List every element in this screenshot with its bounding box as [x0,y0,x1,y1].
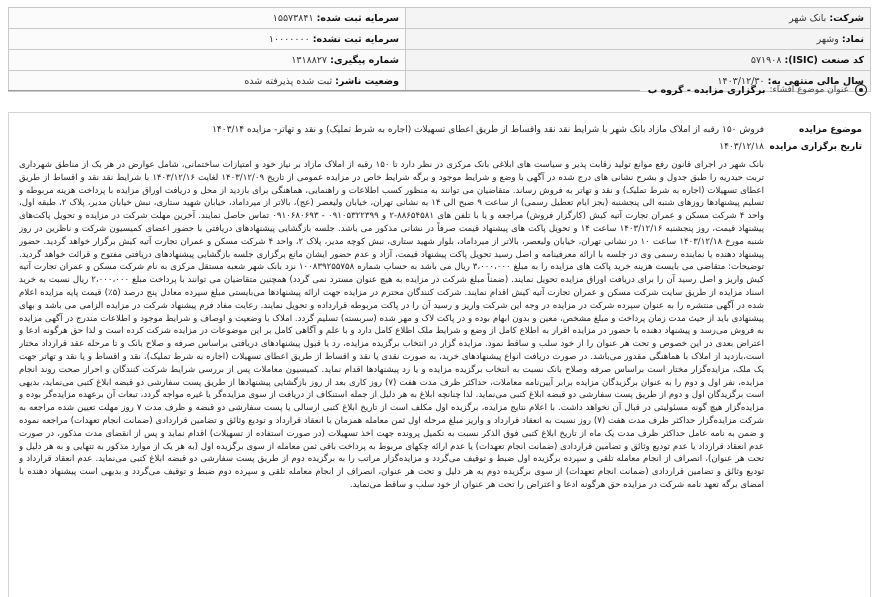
publisher-status-value: ثبت شده پذیرفته شده [244,75,333,87]
auction-subject-label: موضوع مزایده [799,125,862,135]
company-cell [406,8,871,29]
info-row [9,29,871,50]
isic-label: کد صنعت (ISIC): [784,54,864,66]
auction-date-value: ۱۴۰۳/۱۲/۱۸ [719,142,764,152]
fiscal-year-value: ۱۴۰۳/۱۲/۳۰ [717,75,765,87]
unregistered-capital-value: ۱۰۰۰۰۰۰۰ [268,33,310,45]
tracking-number-label: شماره پیگیری: [330,54,399,66]
isic-value: ۵۷۱۹۰۸ [750,54,782,66]
auction-subject-value: فروش ۱۵۰ رقبه از املاک مازاد بانک شهر با شرایط نقد نقد واقساط از طریق اعطای تسهیلات (اجاره به شرط تملیک) و نقد و تهاتر- مزایده ۱۴۰۳/۱۴ [212,125,764,135]
info-row [9,50,871,71]
symbol-value: وشهر [816,33,839,45]
auction-date-label: تاریخ برگزاری مزایده [769,142,862,152]
registered-capital-label: سرمایه ثبت شده: [316,12,399,24]
bullet-circle-icon [855,84,867,96]
auction-subject-row [9,125,870,139]
symbol-label: نماد: [841,33,864,45]
symbol-cell [406,29,871,50]
company-info-table [8,7,871,92]
fiscal-year-label: سال مالی منتهی به: [767,75,864,87]
publisher-status-label: وضعیت ناشر: [335,75,399,87]
unregistered-capital-label: سرمایه ثبت نشده: [312,33,399,45]
auction-description-text: بانک شهر در اجرای قانون رفع موانع تولید رقابت پذیر و سیاست های ابلاغی بانک مرکزی در نظر دارد تا ۱۵۰ رقبه از املاک مازاد بر نیاز خود و امتیازات ساختمانی، شامل عوارض در هر یک از مناطق شهرداری تربت حیدریه را طبق جدول و بشرح نشانی های درج شده در آگهی با وضع و شرایط موجود و برگه شرایط خاص در مزایده عمومی از تاریخ ۱۴۰۳/۱۲/۰۹ لغایت ۱۴۰۳/۱۲/۱۶ با شرایط نقد نقد و اقساط از طریق اعطای تسهیلات (اجاره به شرط تملیک) و نقد و تهاتر به فروش رساند. متقاضیان می توانند به منظور کسب اطلاعات و راهنمایی، هماهنگی برای بازدید از محل و دریافت اوراق مزایده با پرداخت هزینه مربوطه و تسلیم پیشنهادها روزهای شنبه الی پنجشنبه (بجز ایام تعطیل رسمی) از ساعت ۹ صبح الی ۱۴ به نشانی تهران، خیابان ولیعصر (عج)، بالاتر از میرداماد، خیابان شهید ستاری، نبش خیابان مدیر، پلاک ۲، طبقه اول، واحد ۴ شرکت مسکن و عمران تجارت آتیه کیش (کارگزار فروش) مراجعه و یا با تلفن های ۸۸۶۵۴۵۸۱-۲ و ۰۹۱۰۵۳۲۲۳۹۹ - ۰۹۱۰۶۸۰۶۹۳ تماس حاصل نمایند. آخرین مهلت شرکت در مزایده و تحویل پاکت‌های پیشنهاد قیمت، روز پنجشنبه ۱۴۰۳/۱۲/۱۶ ساعت ۱۴ و تحویل پاکت های پیشنهاد قیمت صرفاً در نشانی مذکور می باشد. جلسه بازگشایی پیشنهادهای دریافتی با حضور اعضای کمیسیون شرکت و ناظرین در روز شنبه مورخ ۱۴۰۳/۱۲/۱۸ ساعت ۱۰ در نشانی تهران، خیابان ولیعصر، بالاتر از میرداماد، بلوار شهید ستاری، نبش کوچه مدیر، پلاک ۲، واحد ۴ شرکت مسکن و عمران تجارت آتیه کیش برگزار خواهد گردید. حضور پیشنهاد دهنده یا نماینده رسمی وی در جلسه با ارائه معرفینامه و اصل رسید تحویل پاکت پیشنهاد قیمت، آزاد و عدم حضور ایشان مانع برگزاری جلسه بازگشایی پیشنهادهای دریافتی مفتوح و قرائت خواهد گردید. توضیحات: متقاضی می بایست هزینه خرید پاکت های مزایده را به مبلغ ۳،۰۰۰،۰۰۰ ریال می باشد به حساب شماره ۱۰۰۸۳۹۲۵۵۷۵۸ نزد بانک شهر شعبه مستقل مرکزی به نام شرکت مسکن و عمران تجارت آتیه کیش واریز و اصل رسید آن را برای دریافت اوراق مزایده تحویل نمایند. (ضمناً مبلغ شرکت در مزایده به هیچ عنوان مسترد نمی گردد) همچنین متقاضیان می توانند با پرداخت مبلغ ۲،۰۰۰،۰۰۰ ریال نسبت به خرید اسناد مزایده از طریق سایت شرکت مسکن و عمران تجارت آتیه کیش اقدام نمایند. شرکت کنندگان محترم در مزایده جهت ارائه پیشنهادها می‌بایستی مبلغ سپرده معادل پنج درصد (۵٪) قیمت پایه مزایده اعلام شده در آگهی منتشره را به عنوان سپرده شرکت در مزایده در وجه این شرکت واریز و رسید آن را در پاکت مربوطه قرارداده و تحویل نمایند. رعایت مفاد فرم پیشنهاد شرکت در مزایده الزامی می باشد و بهای پیشنهادی باید از حیث مدت زمان پرداخت و مبلغ مشخص، معین و بدون ابهام بوده و در پاکت لاک و مهر شده (سربسته) تسلیم گردد. املاک با وضعیت و اوصاف و شرایط موجود و اطلاعات مندرج در آگهی مزایده به فروش می‌رسد و پیشنهاد دهنده با حضور در مزایده اقرار به اطلاع کامل از وضع و شرایط ملک اطلاع کامل دارد و با علم و آگاهی کامل بر این موضوعات در مزایده شرکت کرده است و لذا حق هرگونه ادعا و اعتراض بعدی در این خصوص و تحت هر عنوان را از خود سلب و ساقط نمود. مزایده گزار در انتخاب برگزیده مزایده، رد یا قبول پیشنهادهای دریافتی براساس صرفه و صلاح بانک و تا مرحله عقد قرارداد مختار است،بازدید از املاک با هماهنگی مقدور می‌باشد. در صورت دریافت انواع پیشنهادهای خرید، به صورت نقدی یا نقد و اقساط از طریق اعطای تسهیلات (اجاره به شرط تملیک)، نقد و اقساط و یا نقد و تهاتر جهت یک ملک، مزایده‌گزار مختار است براساس صرفه وصلاح بانک نسبت به انتخاب برگزیده مزایده و یا رد پیشنهادها اقدام نماید. کمیسیون معاملات پس از بررسی شرایط شرکت کنندگان و احراز صحت روند انجام مزایده، نفر اول و دوم را به عنوان برگزیدگان مزایده برابر آیین‌نامه معاملات، حداکثر ظرف مدت هفت (۷) روز کاری بعد از روز بازگشایی پیشنهادها از طریق پست سفارشی دو قبضه ابلاغ کتبی می‌نماید، بدیهی است برگزیدگان اول و دوم از طریق پست سفارشی دو قبضه ابلاغ کتبی می‌نماید. لذا چنانچه ابلاغ به هر دلیل از جمله استنکاف از دریافت از سوی مزایده‌گر یا غیره مواجه گردد، تبعات آن برعهده مزایده‌گر بوده و مزایده‌گزار هیچ گونه مسئولیتی در قبال آن نخواهد داشت. با اعلام نتایج مزایده، برگزیده اول مکلف است از تاریخ ابلاغ کتبی ارسالی یا پست سفارشی دو قبضه و ظرف مدت ۷ روز مهلت تعیین شده مراجعه به شرکت مزایده‌گزار حداکثر ظرف مدت هفت (۷) روز نسبت به انعقاد قرارداد و واریز مبلغ مرحله اول ثمن معامله همزمان با انعقاد قرارداد و تودیع وثائق و تضامین قراردادی (ضمانت انجام تعهدات) مراجعه نموده و ضمن به نامه عامل حداکثر ظرف مدت یک ماه از تاریخ ابلاغ کتبی فوق الذکر نسبت به تکمیل پرونده جهت اخذ تسهیلات (در صورت استفاده از تسهیلات) اقدام نماید و پس از انقضای مدت مذکور، در صورت عدم انعقاد قرارداد یا عدم تودیع وثائق و تضامین قراردادی (ضمانت انجام تعهدات) یا عدم ارائه چکهای مربوط به پرداخت باقی ثمن معامله از سوی برگزیده اول (به هر یک از موارد مذکور به تنهایی و به هر دلیل و تحت هر عنوان)، انصراف از انجام معامله تلقی و سپرده برگزیده اول ضبط و توقیف می‌گردد و مزایده‌گزار مراتب را به برگزیده دوم از طریق پست سفارشی دو قبضه ابلاغ کتبی می‌نماید. عدم انعقاد قرارداد و تودیع وثائق و تضامین قراردادی (ضمانت انجام تعهدات) از سوی برگزیده دوم به هر دلیل و تحت هر عنوان، انصراف از انجام معامله تلقی و سپرده دوم ضبط و توقیف می‌گردد و بدیهی است پیشنهاد دهنده با امضای برگه تعهد نامه شرکت در مزایده حق هرگونه ادعا و اعتراض را تحت هر عنوان از خود سلب و ساقط می‌نماید. [19,160,764,490]
disclosure-title-bar [8,81,871,99]
title-divider [8,90,640,91]
auction-date-row [9,142,870,156]
info-row [9,8,871,29]
auction-content-panel [8,112,871,597]
company-label: شرکت: [829,12,864,24]
disclosure-subject-value: برگزاری مزایده - گروه ب [647,84,766,96]
registered-capital-cell [9,8,406,29]
tracking-number-cell [9,50,406,71]
company-value: بانک شهر [789,12,827,24]
unregistered-capital-cell [9,29,406,50]
registered-capital-value: ۱۵۵۷۳۸۴۱ [272,12,314,24]
auction-description [19,159,764,597]
disclosure-subject-label: عنوان موضوع افشاء: [769,85,849,95]
tracking-number-value: ۱۳۱۸۸۲۷ [291,54,328,66]
isic-cell [406,50,871,71]
